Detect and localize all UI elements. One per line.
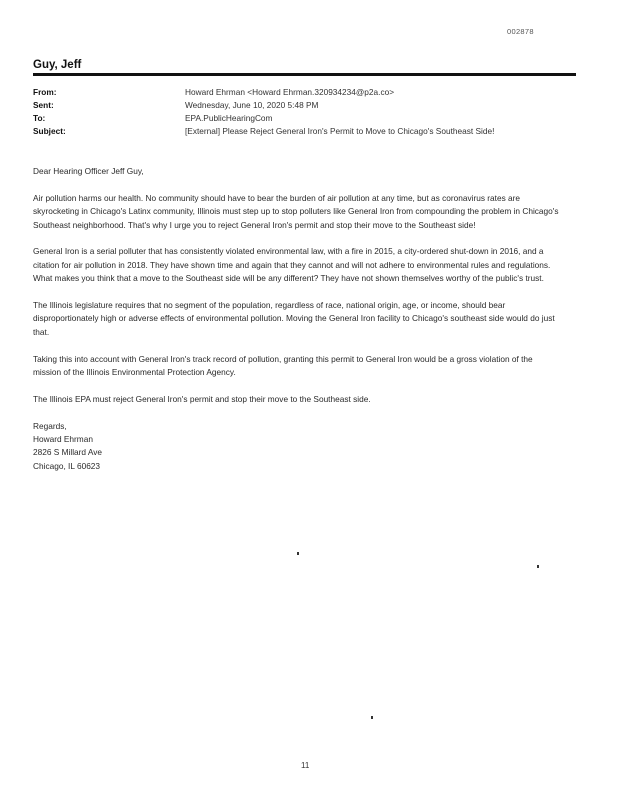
scan-speck — [297, 552, 299, 555]
header-to-row — [33, 112, 494, 125]
header-from-label: From: — [33, 87, 57, 97]
header-subject-value: [External] Please Reject General Iron's Permit to Move to Chicago's Southeast Side! — [185, 126, 495, 136]
header-from-value: Howard Ehrman <Howard Ehrman.320934234@p2a.co> — [185, 87, 395, 97]
document-id: 002878 — [507, 27, 534, 36]
scan-speck — [537, 565, 539, 568]
header-subject-label: Subject: — [33, 126, 66, 136]
scan-speck — [371, 716, 373, 719]
body-paragraph: The Illinois legislature requires that no segment of the population, regardless of race, national origin, age, or income, should bear disproportionately high or adverse effects of environmental pollution. Moving the General Iron facility to Chicago's southeast side would do just that. — [33, 300, 555, 337]
header-to-label: To: — [33, 113, 46, 123]
body-paragraph: The Illinois EPA must reject General Iron's permit and stop their move to the Southeast side. — [33, 393, 371, 404]
email-headers — [33, 86, 494, 138]
greeting: Dear Hearing Officer Jeff Guy, — [33, 166, 144, 176]
signature-name: Howard Ehrman — [33, 434, 93, 445]
body-paragraph: General Iron is a serial polluter that has consistently violated environmental law, with a fire in 2015, a city-ordered shut-down in 2016, and a citation for air pollution in 2018. They have shown time and again that they cannot and will not adhere to environmental rules and regulations. What makes you think that a move to the Southeast side will be any different? They have not shown themselves worthy of the public's trust. — [33, 246, 551, 284]
header-sent-label: Sent: — [33, 100, 54, 110]
header-from-row — [33, 86, 494, 99]
header-sent-value: Wednesday, June 10, 2020 5:48 PM — [185, 100, 319, 110]
header-rule — [33, 73, 576, 76]
signature-block — [33, 420, 563, 474]
signature-address: 2826 S Millard Ave — [33, 447, 103, 458]
header-to-value: EPA.PublicHearingCom — [185, 113, 273, 123]
closing: Regards, — [33, 420, 67, 431]
recipient-name-heading: Guy, Jeff — [33, 59, 82, 71]
page-number: 11 — [301, 761, 310, 770]
body-paragraph: Air pollution harms our health. No community should have to bear the burden of air pollution at any time, but as coronavirus rates are skyrocketing in Chicago's Latinx community, Illinois must step up to stop polluters like General Iron from compounding the problem in Chicago's Southeast neighborhood. That's why I urge you to reject General Iron's permit and stop their move to the Southeast side! — [33, 192, 559, 230]
email-body — [33, 165, 563, 473]
header-sent-row — [33, 99, 494, 112]
body-paragraph: Taking this into account with General Iron's track record of pollution, granting this permit to General Iron would be a gross violation of the mission of the Illinois Environmental Protection Agency. — [33, 353, 533, 378]
signature-city: Chicago, IL 60623 — [33, 460, 101, 471]
header-subject-row — [33, 125, 494, 138]
